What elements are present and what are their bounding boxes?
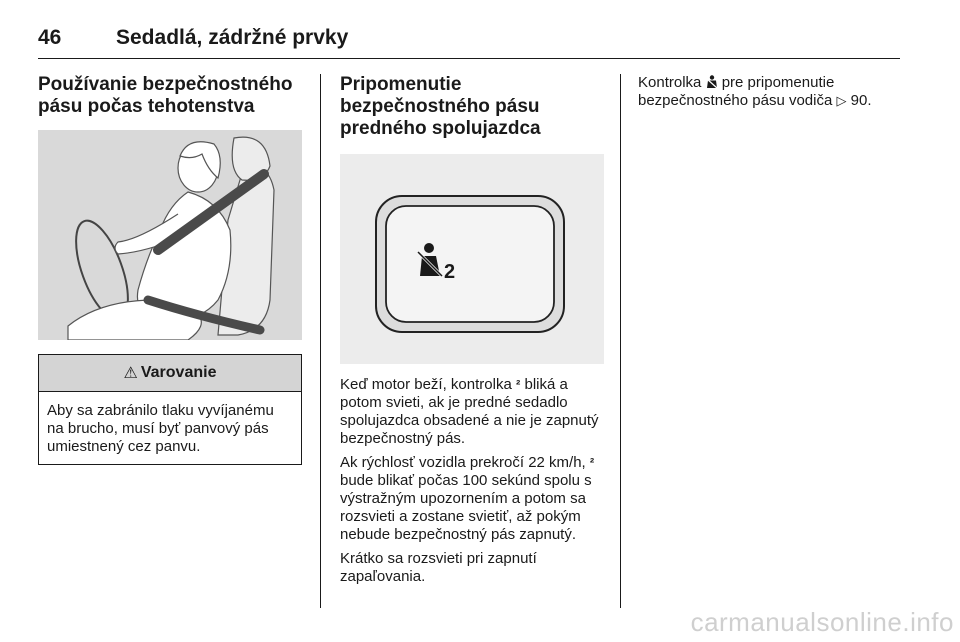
section-heading-pregnancy: Používanie bezpečnostného pásu počas tehotenstva [38, 74, 293, 117]
warning-header [39, 355, 301, 392]
warning-text: Aby sa zabránilo tlaku vyvíjanému na brucho, musí byť panvový pás umiestnený cez panvu. [47, 402, 274, 455]
paragraph-text: Keď motor beží, kontrolka [340, 376, 516, 393]
paragraph-passenger-3: Krátko sa rozsvieti pri zapnutí zapaľovania. [340, 550, 537, 585]
page-header [38, 18, 900, 59]
page-number: 46 [38, 26, 62, 49]
column-divider [620, 74, 621, 608]
seatbelt-icon: ² [515, 377, 521, 392]
paragraph-text: bliká a potom svieti, ak je predné sedadlo spolujazdca obsadené a nie je zapnutý bezpečnostný pás. [340, 376, 599, 447]
warning-title: Varovanie [140, 364, 217, 381]
section-heading-passenger-reminder: Pripomenutie bezpečnostného pásu predného spolujazdca [340, 74, 541, 139]
page-reference-link[interactable]: 90. [850, 92, 872, 109]
paragraph-passenger-1 [340, 376, 606, 448]
warning-box [38, 354, 302, 465]
paragraph-text: Kontrolka [638, 74, 706, 91]
page-reference-icon[interactable]: ▷ [836, 93, 847, 108]
paragraph-text: bude blikať počas 100 sekúnd spolu s výstražným upozornením a potom sa rozsvieti a zostane svietiť, až pokým nebude bezpečnostný pás zapnutý. [340, 472, 592, 543]
watermark: carmanualsonline.info [690, 607, 954, 637]
lamp-number-label: 2 [444, 261, 456, 283]
column-pregnancy [38, 74, 304, 465]
page-section-title: Sedadlá, zádržné prvky [116, 26, 349, 49]
warning-triangle-icon: ⚠ [123, 365, 138, 382]
column-driver-reminder [638, 74, 900, 116]
pregnant-driver-illustration [38, 130, 302, 340]
column-passenger-reminder [340, 74, 606, 592]
paragraph-text: Ak rýchlosť vozidla prekročí 22 km/h, [340, 454, 590, 471]
paragraph-driver-reminder [638, 74, 900, 110]
indicator-lamp-illustration [340, 154, 604, 364]
seatbelt-icon: ² [589, 455, 595, 470]
column-divider [320, 74, 321, 608]
paragraph-passenger-2 [340, 454, 606, 544]
seatbelt-icon [706, 75, 718, 89]
paragraph-text: pre pripomenutie bezpečnostného pásu vodiča [638, 74, 837, 109]
